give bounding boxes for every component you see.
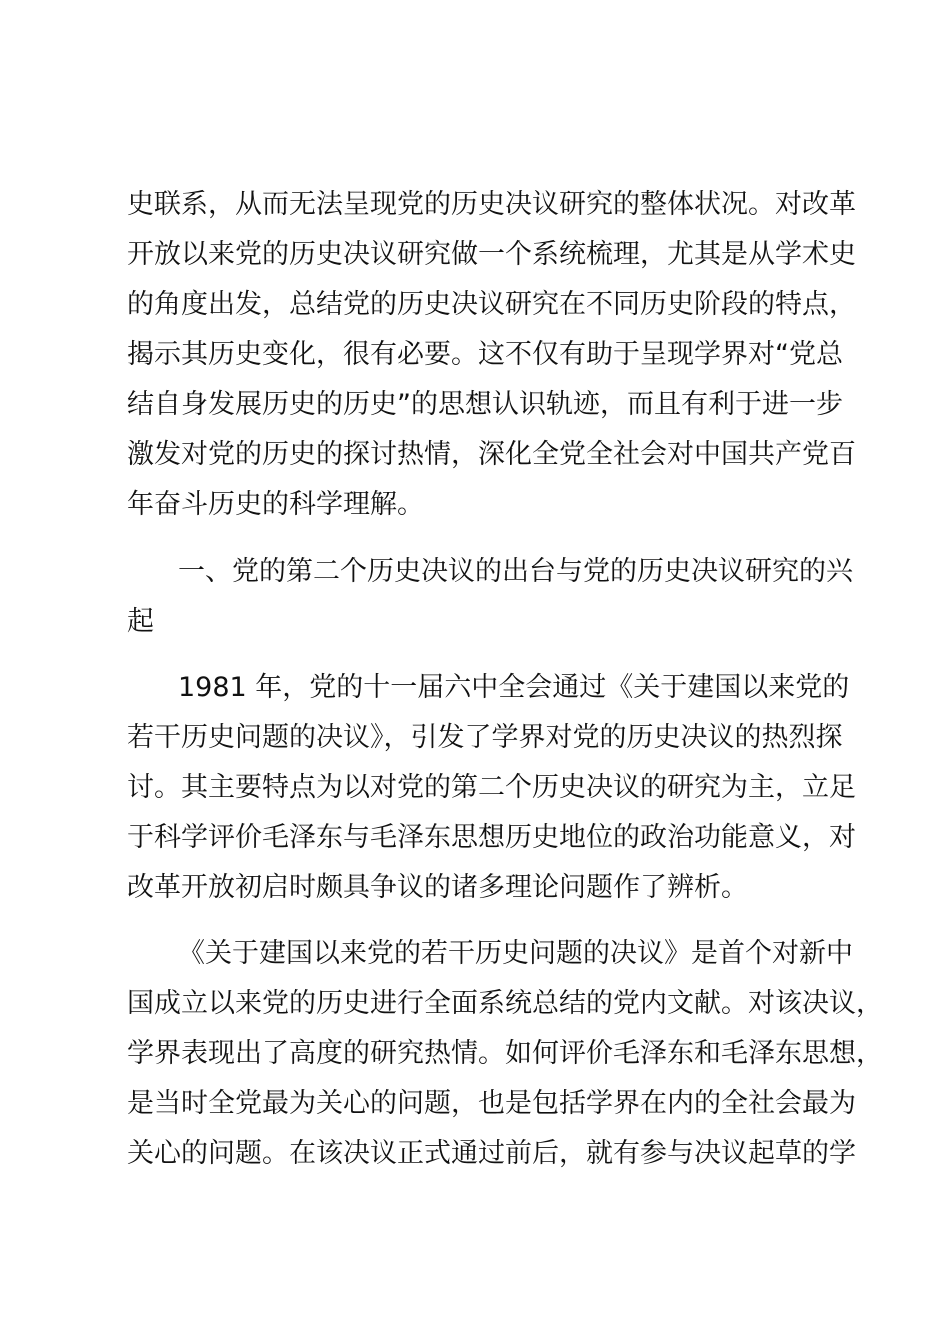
paragraph-1-line-7: 年奋斗历史的科学理解。 [127,489,424,520]
paragraph-2-line-1: 1981 年，党的十一届六中全会通过《关于建国以来党的 [178,672,850,703]
paragraph-3-line-5: 关心的问题。在该决议正式通过前后，就有参与决议起草的学 [127,1138,856,1169]
section-heading-line-2: 起 [127,606,154,637]
paragraph-2-line-5: 改革开放初启时颇具争议的诸多理论问题作了辨析。 [127,872,748,903]
paragraph-1-line-5: 结自身发展历史的历史”的思想认识轨迹，而且有利于进一步 [127,389,843,420]
section-heading-line-1: 一、党的第二个历史决议的出台与党的历史决议研究的兴 [178,556,853,587]
paragraph-1-line-4: 揭示其历史变化，很有必要。这不仅有助于呈现学界对“党总 [127,339,843,370]
paragraph-3-line-1: 《关于建国以来党的若干历史问题的决议》是首个对新中 [178,938,853,969]
paragraph-3-line-3: 学界表现出了高度的研究热情。如何评价毛泽东和毛泽东思想， [127,1038,883,1069]
paragraph-1-line-1: 史联系，从而无法呈现党的历史决议研究的整体状况。对改革 [127,189,856,220]
paragraph-3-line-2: 国成立以来党的历史进行全面系统总结的党内文献。对该决议， [127,988,883,1019]
paragraph-2-line-3: 讨。其主要特点为以对党的第二个历史决议的研究为主，立足 [127,772,856,803]
paragraph-1-line-3: 的角度出发，总结党的历史决议研究在不同历史阶段的特点， [127,289,856,320]
paragraph-1-line-6: 激发对党的历史的探讨热情，深化全党全社会对中国共产党百 [127,439,856,470]
paragraph-2-line-4: 于科学评价毛泽东与毛泽东思想历史地位的政治功能意义，对 [127,822,856,853]
paragraph-3-line-4: 是当时全党最为关心的问题，也是包括学界在内的全社会最为 [127,1088,856,1119]
paragraph-2-line-2: 若干历史问题的决议》，引发了学界对党的历史决议的热烈探 [127,722,843,753]
paragraph-1-line-2: 开放以来党的历史决议研究做一个系统梳理，尤其是从学术史 [127,239,856,270]
